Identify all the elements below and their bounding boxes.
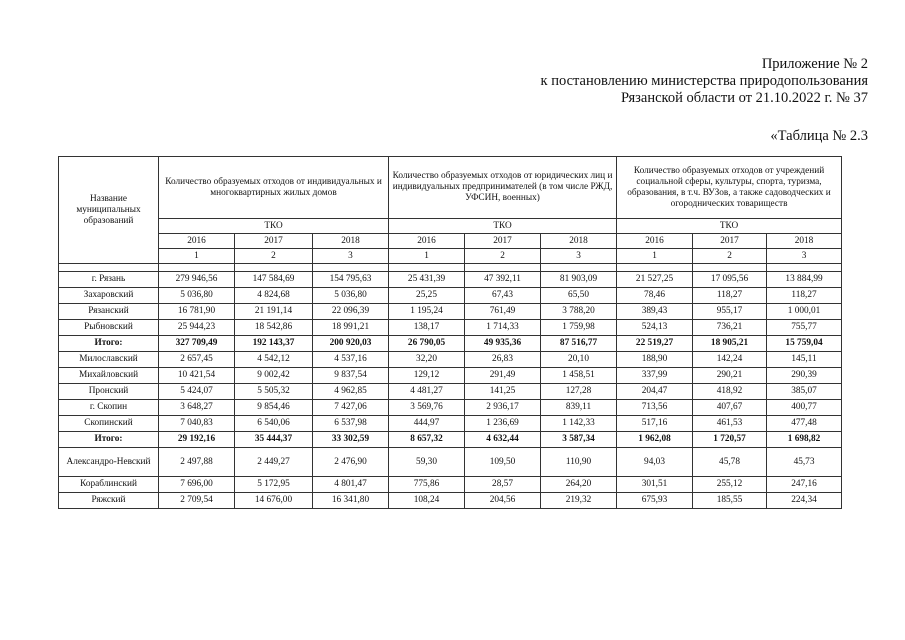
value-cell: 145,11: [767, 352, 842, 368]
value-cell: 2 657,45: [159, 352, 235, 368]
value-cell: 127,28: [541, 384, 617, 400]
value-cell: 18 991,21: [313, 320, 389, 336]
value-cell: 1 720,57: [693, 432, 767, 448]
table-body: [59, 272, 842, 509]
value-cell: 110,90: [541, 448, 617, 477]
value-cell: 418,92: [693, 384, 767, 400]
column-number: 3: [767, 249, 842, 264]
table-row: [59, 272, 842, 288]
table-row: [59, 320, 842, 336]
municipality-name: Милославский: [59, 352, 159, 368]
appendix-title: Приложение № 2: [761, 56, 868, 72]
column-header-name: Название муниципальных образований: [59, 157, 159, 264]
value-cell: 45,78: [693, 448, 767, 477]
value-cell: 2 936,17: [465, 400, 541, 416]
value-cell: 13 884,99: [767, 272, 842, 288]
municipality-name: Захаровский: [59, 288, 159, 304]
value-cell: 2 709,54: [159, 493, 235, 509]
table-row: [59, 288, 842, 304]
value-cell: 2 449,27: [235, 448, 313, 477]
tko-label: ТКО: [389, 219, 617, 234]
value-cell: 16 781,90: [159, 304, 235, 320]
year-header: 2016: [389, 234, 465, 249]
year-header: 2017: [693, 234, 767, 249]
value-cell: 7 427,06: [313, 400, 389, 416]
value-cell: 279 946,56: [159, 272, 235, 288]
column-number: 2: [235, 249, 313, 264]
value-cell: 154 795,63: [313, 272, 389, 288]
value-cell: 389,43: [617, 304, 693, 320]
value-cell: 35 444,37: [235, 432, 313, 448]
value-cell: 14 676,00: [235, 493, 313, 509]
value-cell: 301,51: [617, 477, 693, 493]
value-cell: 16 341,80: [313, 493, 389, 509]
value-cell: 4 632,44: [465, 432, 541, 448]
municipality-name: г. Скопин: [59, 400, 159, 416]
value-cell: 94,03: [617, 448, 693, 477]
value-cell: 138,17: [389, 320, 465, 336]
value-cell: 224,34: [767, 493, 842, 509]
value-cell: 761,49: [465, 304, 541, 320]
year-row: [59, 234, 842, 249]
table-label: «Таблица № 2.3: [770, 128, 868, 144]
value-cell: 147 584,69: [235, 272, 313, 288]
value-cell: 6 540,06: [235, 416, 313, 432]
value-cell: 955,17: [693, 304, 767, 320]
value-cell: 1 759,98: [541, 320, 617, 336]
municipality-name: Скопинский: [59, 416, 159, 432]
value-cell: 32,20: [389, 352, 465, 368]
column-number-row: [59, 249, 842, 264]
value-cell: 5 036,80: [313, 288, 389, 304]
value-cell: 477,48: [767, 416, 842, 432]
value-cell: 713,56: [617, 400, 693, 416]
year-header: 2016: [617, 234, 693, 249]
value-cell: 200 920,03: [313, 336, 389, 352]
document-header: [541, 56, 868, 107]
value-cell: 9 837,54: [313, 368, 389, 384]
municipality-name: Итого:: [59, 336, 159, 352]
column-group-households: Количество образуемых отходов от индивидуальных и многоквартирных жилых домов: [159, 157, 389, 219]
value-cell: 18 905,21: [693, 336, 767, 352]
value-cell: 204,56: [465, 493, 541, 509]
value-cell: 45,73: [767, 448, 842, 477]
table-row: [59, 432, 842, 448]
column-number: 3: [313, 249, 389, 264]
spacer-row: [59, 264, 842, 272]
table-row: [59, 416, 842, 432]
value-cell: 59,30: [389, 448, 465, 477]
value-cell: 3 788,20: [541, 304, 617, 320]
value-cell: 5 505,32: [235, 384, 313, 400]
value-cell: 21 527,25: [617, 272, 693, 288]
value-cell: 26 790,05: [389, 336, 465, 352]
municipality-name: Итого:: [59, 432, 159, 448]
value-cell: 29 192,16: [159, 432, 235, 448]
value-cell: 87 516,77: [541, 336, 617, 352]
value-cell: 255,12: [693, 477, 767, 493]
value-cell: 109,50: [465, 448, 541, 477]
value-cell: 9 854,46: [235, 400, 313, 416]
table-row: [59, 477, 842, 493]
municipality-name: Кораблинский: [59, 477, 159, 493]
municipality-name: Пронский: [59, 384, 159, 400]
value-cell: 1 236,69: [465, 416, 541, 432]
value-cell: 204,47: [617, 384, 693, 400]
column-group-social-institutions: Количество образуемых отходов от учреждений социальной сферы, культуры, спорта, туризма, образования, в т.ч. ВУЗов, а также садоводческих и огороднических товариществ: [617, 157, 842, 219]
value-cell: 291,49: [465, 368, 541, 384]
value-cell: 461,53: [693, 416, 767, 432]
value-cell: 10 421,54: [159, 368, 235, 384]
value-cell: 188,90: [617, 352, 693, 368]
value-cell: 290,39: [767, 368, 842, 384]
value-cell: 26,83: [465, 352, 541, 368]
value-cell: 839,11: [541, 400, 617, 416]
value-cell: 185,55: [693, 493, 767, 509]
table-row: [59, 352, 842, 368]
municipality-name: Михайловский: [59, 368, 159, 384]
value-cell: 517,16: [617, 416, 693, 432]
value-cell: 65,50: [541, 288, 617, 304]
column-group-legal-entities: Количество образуемых отходов от юридических лиц и индивидуальных предпринимателей (в том числе РЖД, УФСИН, военных): [389, 157, 617, 219]
value-cell: 755,77: [767, 320, 842, 336]
column-number: 3: [541, 249, 617, 264]
year-header: 2018: [541, 234, 617, 249]
table-row: [59, 336, 842, 352]
value-cell: 4 481,27: [389, 384, 465, 400]
value-cell: 22 519,27: [617, 336, 693, 352]
value-cell: 25,25: [389, 288, 465, 304]
value-cell: 49 935,36: [465, 336, 541, 352]
value-cell: 192 143,37: [235, 336, 313, 352]
value-cell: 736,21: [693, 320, 767, 336]
value-cell: 1 195,24: [389, 304, 465, 320]
waste-table: [58, 156, 842, 509]
value-cell: 118,27: [767, 288, 842, 304]
value-cell: 4 824,68: [235, 288, 313, 304]
value-cell: 18 542,86: [235, 320, 313, 336]
value-cell: 247,16: [767, 477, 842, 493]
value-cell: 1 142,33: [541, 416, 617, 432]
value-cell: 28,57: [465, 477, 541, 493]
value-cell: 5 424,07: [159, 384, 235, 400]
value-cell: 385,07: [767, 384, 842, 400]
table-row: [59, 400, 842, 416]
value-cell: 3 648,27: [159, 400, 235, 416]
value-cell: 15 759,04: [767, 336, 842, 352]
value-cell: 22 096,39: [313, 304, 389, 320]
value-cell: 8 657,32: [389, 432, 465, 448]
value-cell: 4 801,47: [313, 477, 389, 493]
value-cell: 1 458,51: [541, 368, 617, 384]
value-cell: 1 000,01: [767, 304, 842, 320]
table-row: [59, 384, 842, 400]
year-header: 2017: [235, 234, 313, 249]
table-row: [59, 368, 842, 384]
value-cell: 118,27: [693, 288, 767, 304]
value-cell: 219,32: [541, 493, 617, 509]
value-cell: 524,13: [617, 320, 693, 336]
value-cell: 47 392,11: [465, 272, 541, 288]
municipality-name: Рязанский: [59, 304, 159, 320]
value-cell: 3 587,34: [541, 432, 617, 448]
value-cell: 775,86: [389, 477, 465, 493]
value-cell: 9 002,42: [235, 368, 313, 384]
table-row: [59, 493, 842, 509]
value-cell: 67,43: [465, 288, 541, 304]
value-cell: 3 569,76: [389, 400, 465, 416]
value-cell: 7 040,83: [159, 416, 235, 432]
value-cell: 5 036,80: [159, 288, 235, 304]
value-cell: 141,25: [465, 384, 541, 400]
value-cell: 4 542,12: [235, 352, 313, 368]
value-cell: 17 095,56: [693, 272, 767, 288]
value-cell: 33 302,59: [313, 432, 389, 448]
value-cell: 108,24: [389, 493, 465, 509]
year-header: 2016: [159, 234, 235, 249]
value-cell: 129,12: [389, 368, 465, 384]
value-cell: 1 962,08: [617, 432, 693, 448]
value-cell: 407,67: [693, 400, 767, 416]
value-cell: 675,93: [617, 493, 693, 509]
value-cell: 142,24: [693, 352, 767, 368]
year-header: 2018: [313, 234, 389, 249]
value-cell: 21 191,14: [235, 304, 313, 320]
column-number: 2: [465, 249, 541, 264]
year-header: 2017: [465, 234, 541, 249]
value-cell: 20,10: [541, 352, 617, 368]
municipality-name: г. Рязань: [59, 272, 159, 288]
value-cell: 4 962,85: [313, 384, 389, 400]
column-number: 1: [389, 249, 465, 264]
column-number: 1: [617, 249, 693, 264]
decree-reference: к постановлению министерства природопользования: [540, 73, 868, 89]
municipality-name: Александро-Невский: [59, 448, 159, 477]
value-cell: 337,99: [617, 368, 693, 384]
value-cell: 78,46: [617, 288, 693, 304]
value-cell: 1 714,33: [465, 320, 541, 336]
value-cell: 5 172,95: [235, 477, 313, 493]
value-cell: 1 698,82: [767, 432, 842, 448]
value-cell: 2 497,88: [159, 448, 235, 477]
table-row: [59, 448, 842, 477]
value-cell: 290,21: [693, 368, 767, 384]
municipality-name: Рыбновский: [59, 320, 159, 336]
value-cell: 2 476,90: [313, 448, 389, 477]
column-number: 1: [159, 249, 235, 264]
table-header: [59, 157, 842, 272]
value-cell: 4 537,16: [313, 352, 389, 368]
tko-label: ТКО: [159, 219, 389, 234]
value-cell: 400,77: [767, 400, 842, 416]
year-header: 2018: [767, 234, 842, 249]
value-cell: 6 537,98: [313, 416, 389, 432]
value-cell: 81 903,09: [541, 272, 617, 288]
table-row: [59, 304, 842, 320]
column-number: 2: [693, 249, 767, 264]
value-cell: 25 944,23: [159, 320, 235, 336]
value-cell: 444,97: [389, 416, 465, 432]
tko-label: ТКО: [617, 219, 842, 234]
value-cell: 7 696,00: [159, 477, 235, 493]
municipality-name: Ряжский: [59, 493, 159, 509]
value-cell: 327 709,49: [159, 336, 235, 352]
value-cell: 264,20: [541, 477, 617, 493]
value-cell: 25 431,39: [389, 272, 465, 288]
decree-date-number: Рязанской области от 21.10.2022 г. № 37: [621, 90, 868, 106]
